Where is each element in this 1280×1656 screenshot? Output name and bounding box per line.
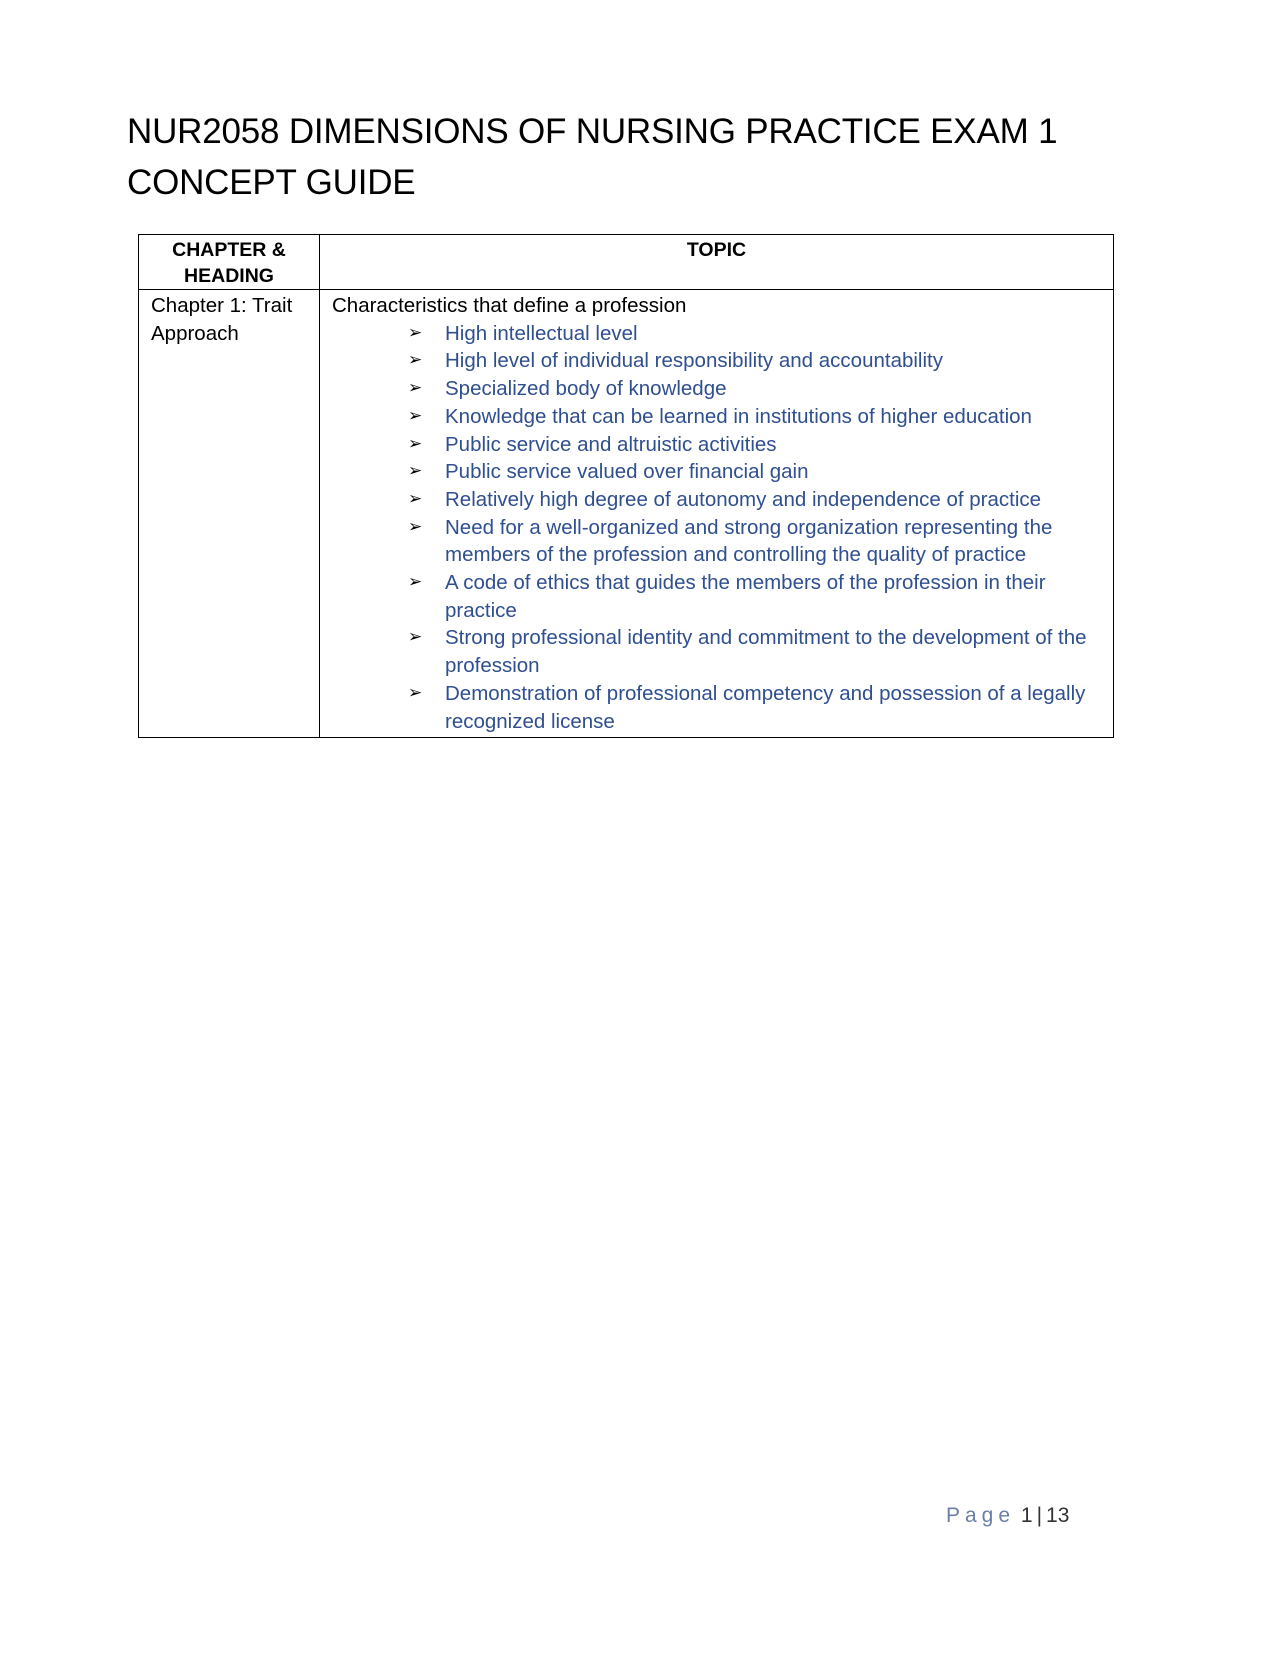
list-item: [332, 320, 1105, 348]
page-footer: [946, 1502, 1069, 1530]
topic-cell: [320, 290, 1114, 738]
arrow-bullet-icon: ➢: [408, 461, 423, 482]
list-item-text: Demonstration of professional competency and possession of a legally recognized license: [445, 681, 1086, 733]
list-item-text: Strong professional identity and commitment to the development of the profession: [445, 626, 1087, 678]
chapter-cell: Chapter 1: Trait Approach: [139, 290, 320, 738]
arrow-bullet-icon: ➢: [408, 682, 423, 703]
list-item: [332, 375, 1105, 403]
list-item-text: Specialized body of knowledge: [445, 377, 727, 401]
arrow-bullet-icon: ➢: [408, 433, 423, 454]
list-item-text: Public service and altruistic activities: [445, 432, 777, 456]
list-item: [332, 569, 1105, 624]
trait-list: [332, 320, 1105, 736]
chapter-heading-header: CHAPTER & HEADING: [139, 235, 320, 290]
topic-intro: Characteristics that define a profession: [332, 294, 687, 317]
list-item-text: High level of individual responsibility and accountability: [445, 349, 943, 373]
list-item: [332, 458, 1105, 486]
list-item: [332, 624, 1105, 679]
arrow-bullet-icon: ➢: [408, 627, 423, 648]
table-row: [139, 290, 1114, 738]
list-item-text: Public service valued over financial gain: [445, 460, 809, 484]
total-pages-number: 13: [1046, 1504, 1070, 1527]
list-item-text: Need for a well-organized and strong organization representing the members of the profession and controlling the quality of practice: [445, 515, 1053, 567]
current-page-number: 1: [1020, 1504, 1033, 1527]
list-item-text: Relatively high degree of autonomy and independence of practice: [445, 487, 1042, 511]
list-item-text: Knowledge that can be learned in institutions of higher education: [445, 404, 1032, 428]
arrow-bullet-icon: ➢: [408, 322, 423, 343]
arrow-bullet-icon: ➢: [408, 378, 423, 399]
arrow-bullet-icon: ➢: [408, 516, 423, 537]
arrow-bullet-icon: ➢: [408, 488, 423, 509]
list-item: [332, 403, 1105, 431]
arrow-bullet-icon: ➢: [408, 350, 423, 371]
document-title: NUR2058 DIMENSIONS OF NURSING PRACTICE EXAM 1 CONCEPT GUIDE: [127, 112, 1058, 202]
page-separator: |: [1036, 1504, 1043, 1527]
list-item: [332, 486, 1105, 514]
arrow-bullet-icon: ➢: [408, 405, 423, 426]
list-item: [332, 347, 1105, 375]
table-header-row: [139, 235, 1114, 290]
list-item: [332, 431, 1105, 459]
concept-guide-table: [138, 234, 1114, 738]
list-item-text: High intellectual level: [445, 321, 638, 345]
page-label: Page: [946, 1504, 1016, 1527]
arrow-bullet-icon: ➢: [408, 572, 423, 593]
list-item: [332, 680, 1105, 735]
list-item-text: A code of ethics that guides the members of the profession in their practice: [445, 571, 1046, 622]
topic-header: TOPIC: [320, 235, 1114, 290]
list-item: [332, 514, 1105, 569]
